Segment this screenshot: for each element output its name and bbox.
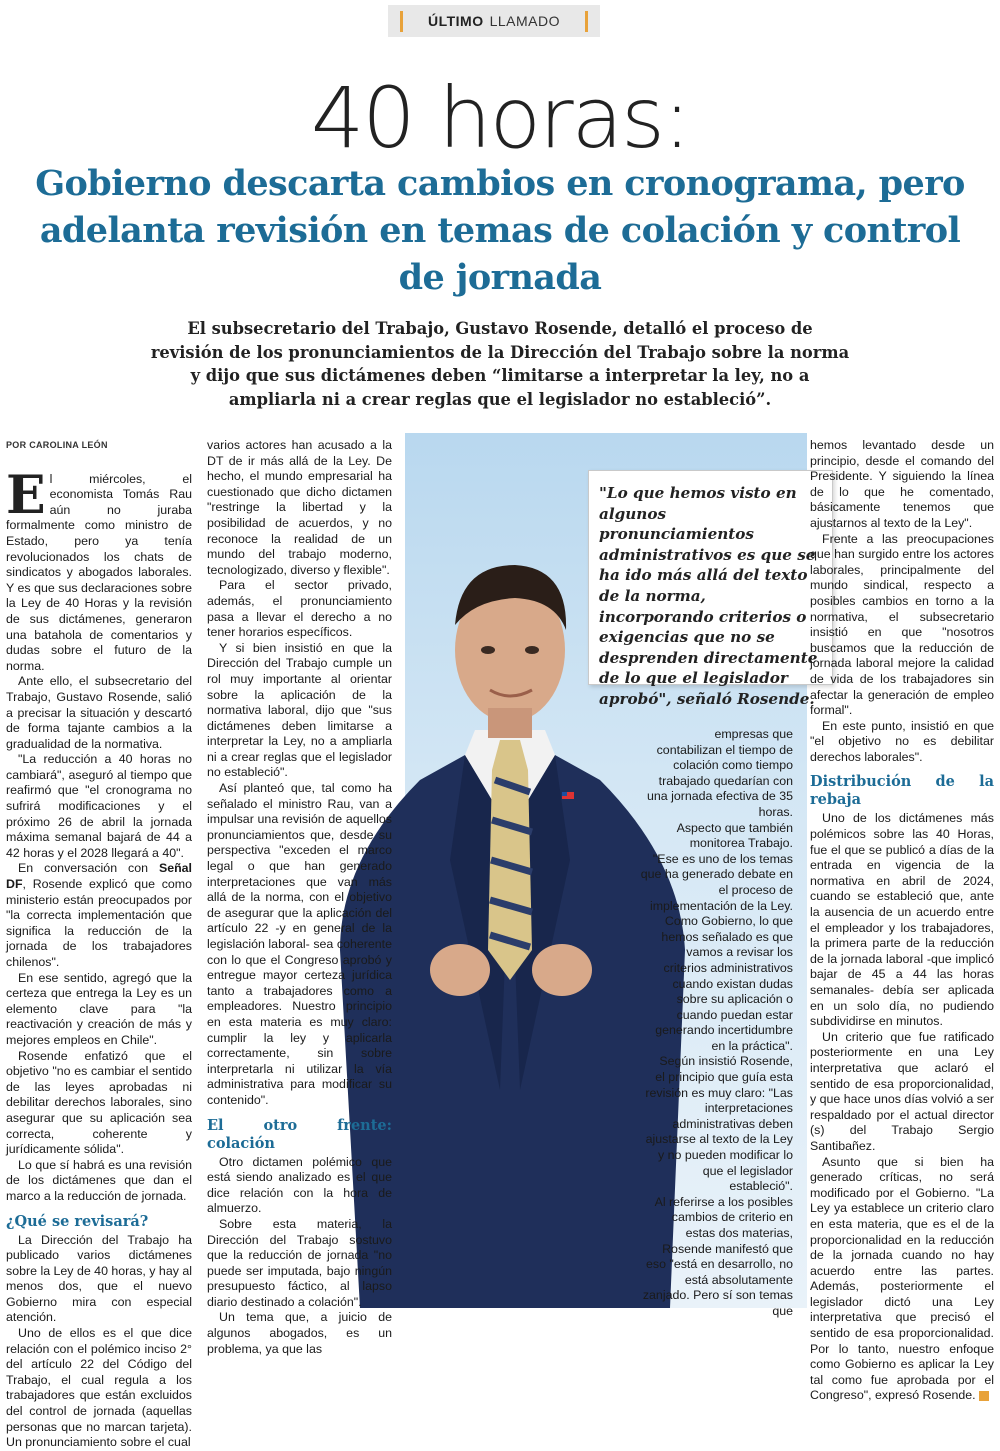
column-1 [6, 438, 192, 1451]
drop-cap: E [6, 464, 46, 526]
kicker-bar-left [400, 11, 403, 32]
byline: POR CAROLINA LEÓN [6, 440, 108, 450]
paragraph: varios actores han acusado a la DT de ir más allá de la Ley. De hecho, el mundo empresarial ha cuestionado que dicho dictamen "restringe la libertad y la posibilidad de acuerdos, y no reconoce la realidad de un mundo del trabajo moderno, tecnologizado, diverso y flexible". [207, 438, 392, 577]
kicker-bar-right [585, 11, 588, 32]
paragraph: Uno de los dictámenes más polémicos sobre las 40 Horas, fue el que se publicó a días de la entrada en vigencia de la normativa en abril de 2024, cuando se estableció que, ante la ausencia de un acuerdo entre el empleador y los trabajadores, la primera parte de la reducción de la jornada laboral -que implicó bajar de 45 a 44 las horas semanales- debía ser aplicada en un solo día, no pudiendo subdividirse en minutos. [810, 811, 994, 1029]
paragraph: Aspecto que también monitorea Trabajo. [676, 820, 793, 851]
paragraph: Frente a las preocupaciones que han surgido entre los actores laborales, principalmente del mundo sindical, respecto a posibles cambios en torno a la normativa, el subsecretario insistió en que "nosotros buscamos que la reducción de jornada laboral mejore la calidad de vida de los trabajadores sin afectar la generación de empleo formal". [810, 531, 994, 718]
paragraph: Un tema que, a juicio de algunos abogados, es un problema, ya que las [207, 1310, 392, 1356]
paragraph: Otro dictamen polémico que está siendo analizado es el que dice relación con la hora de almuerzo. [207, 1154, 392, 1216]
column-2 [207, 438, 392, 1357]
pull-quote: "Lo que hemos visto en algunos pronunciamientos administrativos es que se ha ido más allá del texto de la norma, incorporando criterios o exigencias que no se desprenden directamente de lo que el legislador aprobó", señaló Rosende. [588, 470, 833, 685]
kicker-rest: LLAMADO [489, 13, 561, 29]
paragraph: empresas que contabilizan el tiempo de colación como tiempo trabajado quedarían con una jornada efectiva de 35 horas. [646, 727, 793, 819]
subhead: Gobierno descarta cambios en cronograma, pero adelanta revisión en temas de colación y control de jornada [35, 163, 965, 298]
section-heading: Distribución de la rebaja [810, 773, 994, 809]
paragraph: Asunto que si bien ha generado críticas, no será modificado por el Gobierno. "La Ley ya establece un criterio claro en esta materia, que es el de la proporcionalidad en la reducción de la jornada cuando no hay acuerdo entre las partes. Además, posteriormente el legislador dictó una Ley interpretativa que precisó el sentido de esa proporcionalidad. Por lo tanto, nuestro enfoque como Gobierno es aplicar la Ley tal como fue aprobada por el Congreso", expresó Rosende. [810, 1154, 994, 1403]
section-kicker [388, 5, 600, 37]
paragraph: El miércoles, el economista Tomás Rau aún no juraba formalmente como ministro de Estado, pero ya tenía revolucionados los chats de sindicatos y abogados laborales. Y es que sus declaraciones sobre la Ley de 40 Horas y la revisión de sus dictámenes, generaron una batahola de comentarios y dudas sobre el futuro de la norma. [6, 464, 192, 673]
headline: 40 horas: [310, 69, 690, 167]
paragraph: Así planteó que, tal como ha señalado el ministro Rau, van a impulsar una revisión de aquellos pronunciamientos que, desde su perspectiva "exceden el marco legal o que han generado interpretaciones que van más allá de la norma, con el objetivo de asegurar que la aplicación del artículo 22 -y en general de la legislación laboral- sea coherente con lo que el Congreso aprobó y entregue mayor certeza jurídica tanto a trabajadores como a empleadores. Nuestro principio en esta materia es muy claro: cumplir la ley y aplicarla correctamente, sin sobre interpretarla ni utilizar la vía administrativa para modificar su contenido". [207, 781, 392, 1107]
paragraph: Ante ello, el subsecretario del Trabajo, Gustavo Rosende, salió a precisar la situación y descartó de forma tajante cambios a la gradualidad de la normativa. [6, 674, 192, 751]
paragraph: Lo que sí habrá es una revisión de los dictámenes que dan el marco a la reducción de jornada. [6, 1157, 192, 1203]
paragraph: Uno de ellos es el que dice relación con el polémico inciso 2° del artículo 22 del Código del Trabajo, el cual regula a los trabajadores que están excluidos del control de jornada (aquellas personas que no marcan tarjeta). Un pronunciamiento sobre el cual [6, 1326, 192, 1450]
end-mark-icon [979, 1391, 989, 1401]
paragraph: "La reducción a 40 horas no cambiará", aseguró al tiempo que reafirmó que "el cronograma no sufrirá modificaciones y el próximo 26 de abril la jornada máxima semanal bajará de 44 a 42 horas y el 2028 llegará a 40". [6, 752, 192, 860]
kicker-bold: ÚLTIMO [427, 13, 484, 29]
paragraph: En ese sentido, agregó que la certeza que entrega la Ley es un elemento clave para "la reactivación y creación de más y mejores empleos en Chile". [6, 970, 192, 1047]
paragraph: La Dirección del Trabajo ha publicado varios dictámenes sobre la Ley de 40 horas, y hay al menos dos, que el nuevo Gobierno mira con especial atención. [6, 1232, 192, 1325]
column-4 [810, 438, 994, 1404]
paragraph: Según insistió Rosende, el principio que guía esta revisión es muy claro: "Las interpretaciones administrativas deben ajustarse al texto de la Ley y no pueden modificar lo que el legislador estableció". [645, 1054, 793, 1194]
paragraph: Sobre esta materia, la Dirección del Trabajo sostuvo que la reducción de jornada "no puede ser imputada, bajo ningún presupuesto fáctico, al lapso diario destinado a colación". [207, 1216, 392, 1309]
section-heading: ¿Qué se revisará? [6, 1212, 149, 1230]
paragraph: Al referirse a los posibles cambios de criterio en estas dos materias, Rosende manifestó que eso "está en desarrollo, no está absolutamente zanjado. Pero sí son temas que [642, 1194, 793, 1318]
deck: El subsecretario del Trabajo, Gustavo Rosende, detalló el proceso de revisión de los pronunciamientos de la Dirección del Trabajo sobre la norma y dijo que sus dictámenes deben “limitarse a interpretar la ley, no a ampliarla ni a crear reglas que el legislador no estableció”. [150, 319, 850, 409]
paragraph: En conversación con Señal DF, Rosende explicó que como ministerio están preocupados por "la correcta implementación que significa la reducción de la jornada de los trabajadores chilenos". [6, 861, 192, 969]
paragraph: Un criterio que fue ratificado posteriormente en una Ley interpretativa que aclaró el sentido de esa proporcionalidad, y que hace unos días volvió a ser respaldado por el actual director (s) del Trabajo Sergio Santibañez. [810, 1029, 994, 1153]
paragraph: Rosende enfatizó que el objetivo "no es cambiar el sentido de las leyes aprobadas ni debilitar derechos laborales, sino asegurar que su aplicación sea correcta, coherente y jurídicamente sólida". [6, 1048, 192, 1157]
paragraph: En este punto, insistió en que "el objetivo no es debilitar derechos laborales". [810, 718, 994, 764]
paragraph: hemos levantado desde un principio, desde el comando del Presidente. Y siguiendo la línea de lo que he comentado, básicamente tenemos que ajustarnos al texto de la Ley". [810, 438, 994, 530]
paragraph: Y si bien insistió en que la Dirección del Trabajo cumple un rol muy importante al orientar sobre la aplicación de la normativa laboral, dijo que "sus dictámenes deben limitarse a interpretar la Ley, no a ampliarla ni a crear reglas que el legislador no estableció". [207, 640, 392, 780]
paragraph: "Ese es uno de los temas que ha generado debate en el proceso de implementación de la Ley. Como Gobierno, lo que hemos señalado es que vamos a revisar los criterios administrativos cuando existan dudas sobre su aplicación o cuando puedan estar generando incertidumbre en la práctica". [640, 851, 793, 1053]
section-heading: El otro frente: colación [207, 1116, 392, 1152]
column-3 [640, 727, 793, 1320]
paragraph: Para el sector privado, además, el pronunciamiento pasa a llevar el derecho a no tener horarios específicos. [207, 578, 392, 640]
